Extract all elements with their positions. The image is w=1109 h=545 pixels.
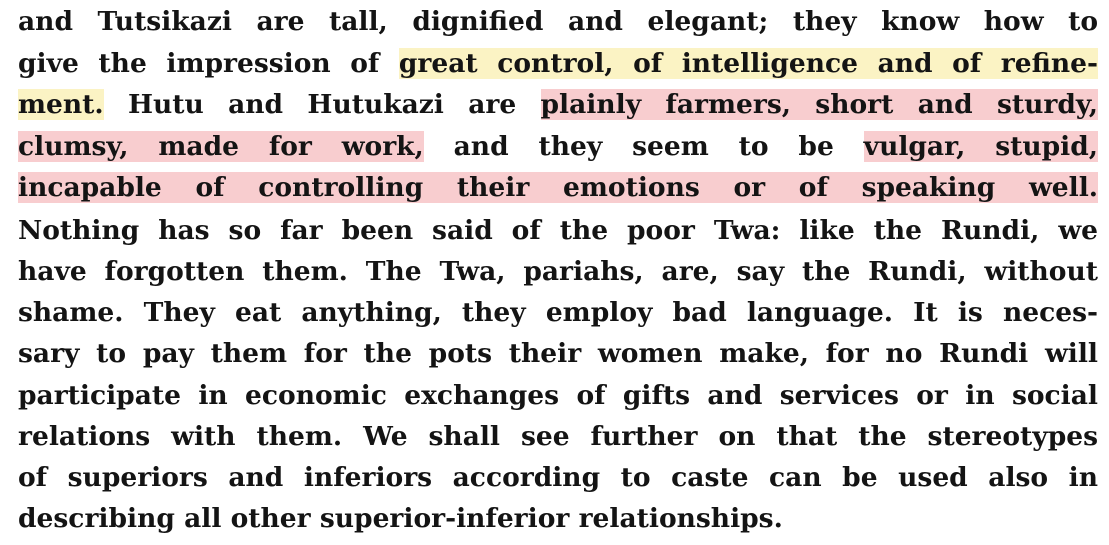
text-line-10: [18, 376, 1098, 416]
text-segment: sary to pay them for the pots their women make, for no Rundi will: [18, 338, 1098, 369]
pink-highlight: vulgar, stupid,: [863, 131, 1099, 162]
text-line-4: [18, 127, 1098, 167]
text-segment: have forgotten them. The Twa, pariahs, are, say the Rundi, without: [18, 256, 1098, 287]
text-line-9: [18, 334, 1098, 374]
text-line-5: [18, 168, 1098, 208]
text-segment: and they seem to be: [423, 131, 864, 162]
text-line-7: [18, 252, 1098, 292]
text-segment: participate in economic exchanges of gifts and services or in social: [18, 380, 1098, 411]
text-segment: give the impression of: [18, 48, 399, 79]
text-line-6: [18, 211, 1098, 251]
text-segment: Hutu and Hutukazi are: [103, 89, 541, 120]
yellow-highlight: great control, of intelligence and of refine-: [398, 48, 1098, 79]
pink-highlight: incapable of controlling their emotions or of speaking well.: [18, 172, 1098, 203]
pink-highlight: clumsy, made for work,: [18, 131, 424, 162]
yellow-highlight: ment.: [18, 89, 104, 120]
text-line-2: [18, 44, 1098, 84]
text-line-3: [18, 85, 1098, 125]
text-segment: describing all other superior-inferior relationships.: [18, 503, 783, 534]
text-line-12: [18, 458, 1098, 498]
text-segment: of superiors and inferiors according to caste can be used also in: [18, 462, 1098, 493]
text-line-11: [18, 417, 1098, 457]
text-segment: relations with them. We shall see further on that the stereotypes: [18, 421, 1098, 452]
text-segment: Nothing has so far been said of the poor Twa: like the Rundi, we: [18, 215, 1098, 246]
text-line-1: [18, 2, 1098, 42]
text-line-13: [18, 499, 1098, 539]
text-segment: shame. They eat anything, they employ bad language. It is neces-: [18, 297, 1098, 328]
text-segment: and Tutsikazi are tall, dignified and elegant; they know how to: [18, 6, 1098, 37]
pink-highlight: plainly farmers, short and sturdy,: [540, 89, 1098, 120]
text-line-8: [18, 293, 1098, 333]
